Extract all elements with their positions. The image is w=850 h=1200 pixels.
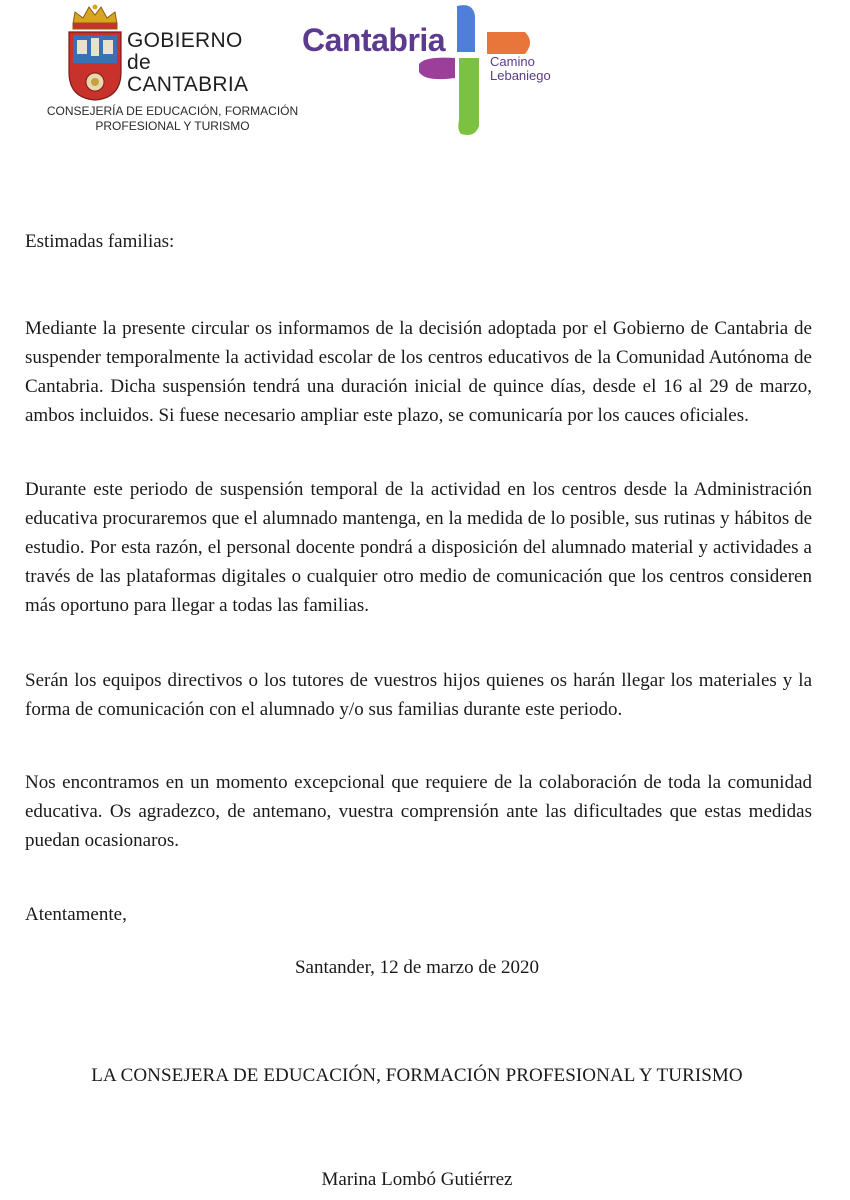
gov-name-line3: CANTABRIA [127,73,249,96]
gobierno-cantabria-wordmark [127,30,248,96]
closing: Atentamente, [25,904,127,925]
lebaniego-label: Lebaniego [490,68,551,83]
camino-label: Camino [490,54,535,69]
gov-name-line1: GOBIERNO [127,29,243,52]
paragraph-4: Nos encontramos en un momento excepcional que requiere de la colaboración de toda la comunidad educativa. Os agradezco, de antemano, vuestra comprensión ante las dificultades que estas medidas puedan ocasionaros. [25,772,812,851]
consejeria-line1: CONSEJERÍA DE EDUCACIÓN, FORMACIÓN [46,104,299,118]
consejeria-line2: PROFESIONAL Y TURISMO [95,119,250,133]
consejeria-label [30,104,315,134]
paragraph-1: Mediante la presente circular os informamos de la decisión adoptada por el Gobierno de Cantabria de suspender temporalmente la actividad escolar de los centros educativos de la Comunidad Autónoma de Cantabria. Dicha suspensión tendrá una duración inicial de quince días, desde el 16 al 29 de marzo, ambos incluidos. Si fuese necesario ampliar este plazo, se comunicaría por los cauces oficiales. [25,318,812,426]
signer-name: Marina Lombó Gutiérrez [321,1169,513,1190]
paragraph-2: Durante este periodo de suspensión temporal de la actividad en los centros desde la Administración educativa procuraremos que el alumnado mantenga, en la medida de lo posible, sus rutinas y hábitos de estudio. Por esta razón, el personal docente pondrá a disposición del alumnado material y actividades a través de las plataformas digitales o cualquier otro medio de comunicación que los centros consideren más oportuno para llegar a todas las familias. [25,479,812,616]
camino-lebaniego-label [490,55,551,83]
gobierno-cantabria-logo [30,2,330,142]
paragraph-3: Serán los equipos directivos o los tutores de vuestros hijos quienes os harán llegar los materiales y la forma de comunicación con el alumnado y/o sus familias durante este periodo. [25,670,812,720]
greeting: Estimadas familias: [25,231,175,252]
signer-title: LA CONSEJERA DE EDUCACIÓN, FORMACIÓN PROFESIONAL Y TURISMO [91,1065,743,1086]
coat-of-arms-icon [65,2,125,102]
cantabria-wordmark: Cantabria [302,22,446,58]
gov-name-line2: de [127,51,151,74]
cantabria-camino-lebaniego-logo [300,0,580,140]
place-and-date: Santander, 12 de marzo de 2020 [294,957,540,978]
